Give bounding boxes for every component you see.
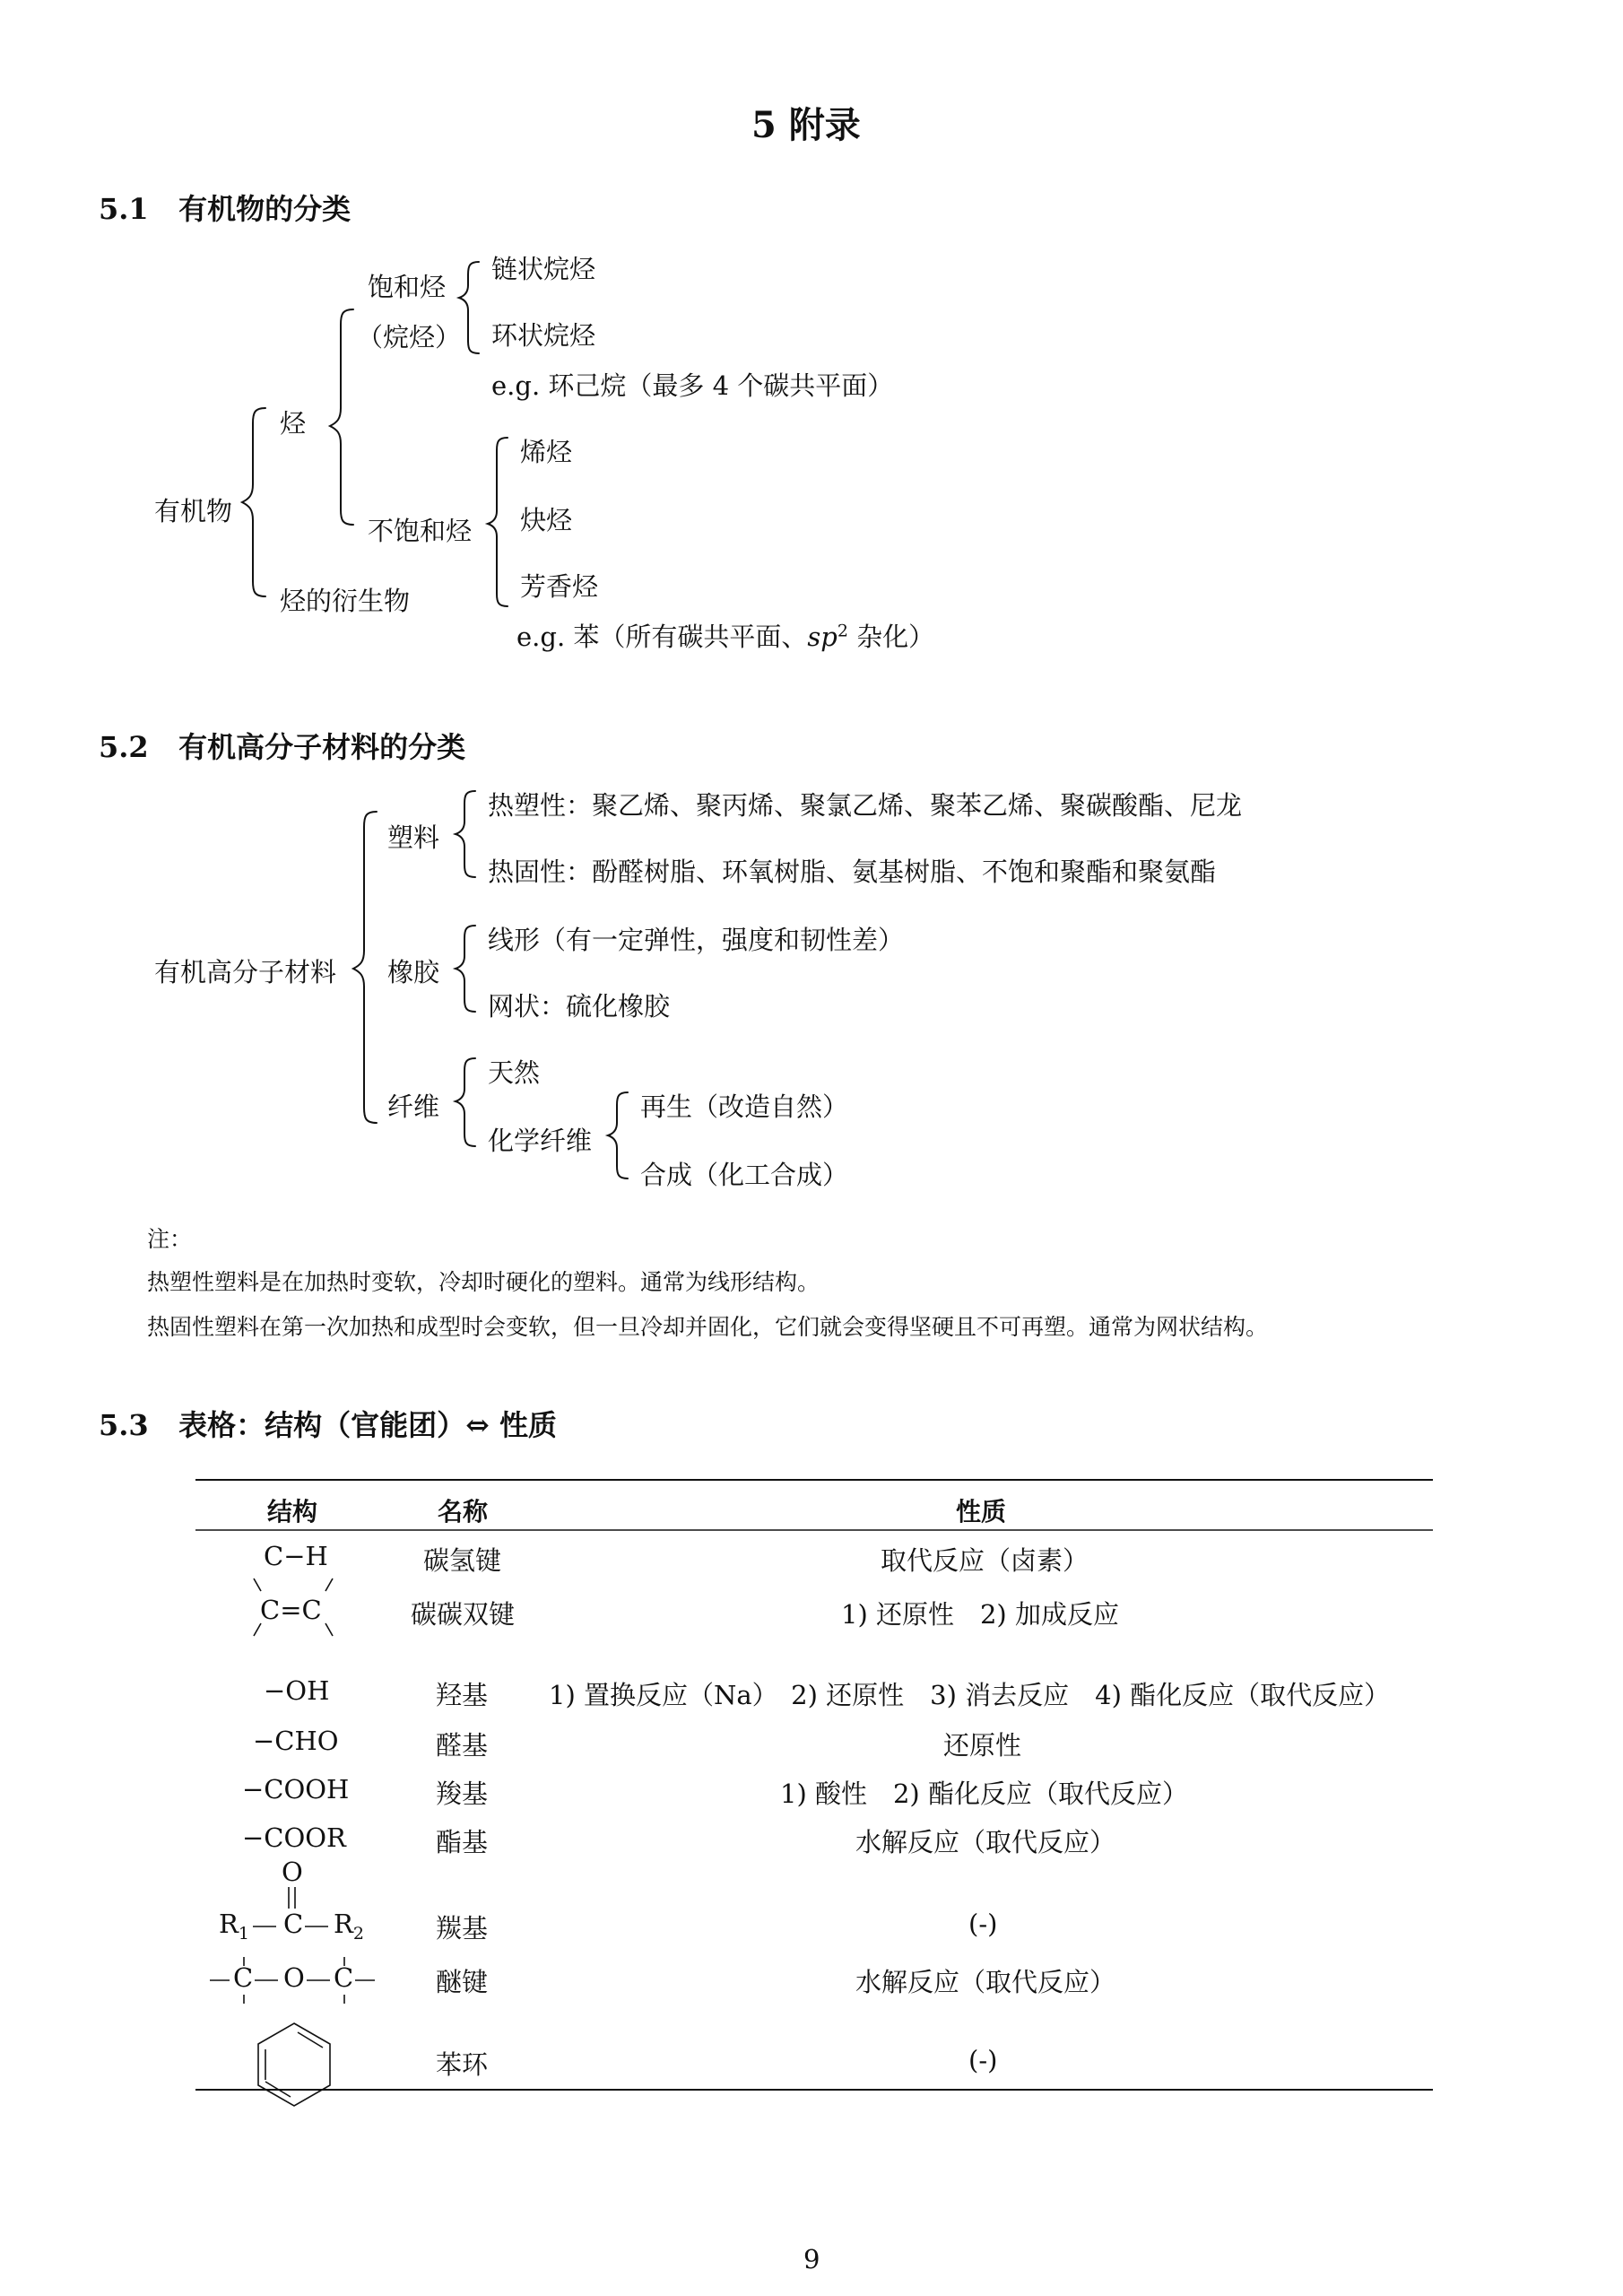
table-cell-property: (-) — [968, 2045, 998, 2075]
table-header-structure: 结构 — [267, 1497, 318, 1526]
tree-leaf-chain-alkane: 链状烷烃 — [491, 254, 596, 284]
tree-node-plastic: 塑料 — [387, 822, 440, 853]
table-cell-name: 苯环 — [436, 2049, 489, 2080]
tree-example-cyclohexane: e.g. 环己烷（最多 4 个碳共平面） — [491, 370, 894, 401]
table-cell-property: 取代反应（卤素） — [881, 1545, 1089, 1576]
table-cell-name: 羧基 — [436, 1779, 489, 1809]
benzene-ring-hexagon — [258, 2023, 330, 2106]
tree-leaf-thermoplastic: 热塑性：聚乙烯、聚丙烯、聚氯乙烯、聚苯乙烯、聚碳酸酯、尼龙 — [488, 790, 1243, 821]
benzene-example-suffix: 杂化） — [847, 622, 935, 652]
table-cell-structure-cc-double: C=C — [260, 1595, 322, 1625]
section-number: 5.1 — [99, 192, 149, 226]
tree-leaf-regenerated: 再生（改造自然） — [640, 1091, 849, 1122]
brace-rubber — [456, 926, 475, 1012]
note-thermoset: 热固性塑料在第一次加热和成型时会变软，但一旦冷却并固化，它们就会变得坚硬且不可再塑。通常为网状结构。 — [147, 1314, 1269, 1340]
brace-organic — [242, 408, 265, 596]
table-cell-name: 碳氢键 — [423, 1545, 502, 1576]
table-cell-property: 水解反应（取代反应） — [855, 1827, 1116, 1857]
tree-node-unsaturated: 不饱和烃 — [368, 516, 473, 546]
tree-root-organic: 有机物 — [154, 496, 233, 526]
carbonyl-carbon: C — [283, 1909, 304, 1939]
table-cell-property: 还原性 — [943, 1730, 1022, 1761]
ether-carbon-right: C — [334, 1962, 354, 1993]
table-cell-structure-coor: −COOR — [242, 1822, 346, 1853]
tree-leaf-cyclic-alkane: 环状烷烃 — [491, 320, 596, 351]
tree-node-chemical-fiber: 化学纤维 — [488, 1126, 593, 1156]
carbonyl-r2-subscript: 2 — [352, 1923, 364, 1944]
cc-bond-lr — [325, 1623, 333, 1636]
tree-leaf-alkene: 烯烃 — [520, 437, 573, 467]
brace-plastic — [456, 791, 475, 877]
table-cell-property: (-) — [968, 1909, 998, 1939]
carbonyl-r1-letter: R — [219, 1909, 239, 1939]
table-cell-name: 酯基 — [436, 1827, 489, 1857]
note-label: 注： — [147, 1226, 193, 1252]
table-cell-name: 醚键 — [436, 1967, 489, 1997]
section-title: 有机高分子材料的分类 — [178, 730, 466, 764]
carbonyl-r2-letter: R — [334, 1909, 353, 1939]
tree-node-saturated-alias: （烷烃） — [357, 322, 462, 352]
table-cell-name: 羰基 — [436, 1913, 489, 1944]
table-cell-structure-oh: −OH — [264, 1675, 330, 1706]
carbonyl-r1-subscript: 1 — [238, 1923, 249, 1944]
carbonyl-oxygen: O — [282, 1857, 303, 1887]
section-title: 表格：结构（官能团）⇔ 性质 — [178, 1408, 558, 1442]
tree-leaf-aromatic: 芳香烃 — [520, 571, 599, 602]
table-cell-name: 羟基 — [436, 1680, 489, 1710]
tree-leaf-synthetic: 合成（化工合成） — [640, 1160, 849, 1190]
benzene-example-exponent: 2 — [837, 621, 848, 641]
section-title: 有机物的分类 — [178, 192, 352, 226]
brace-polymer — [353, 812, 377, 1123]
cc-bond-ur — [325, 1578, 333, 1591]
tree-leaf-linear: 线形（有一定弹性，强度和韧性差） — [488, 925, 905, 955]
chapter-title: 5 附录 — [751, 104, 861, 146]
section-number: 5.3 — [99, 1408, 149, 1442]
table-cell-property: 水解反应（取代反应） — [855, 1967, 1116, 1997]
brace-hydrocarbon — [330, 309, 353, 525]
brace-chemical-fiber — [608, 1092, 628, 1178]
tree-node-derivative: 烃的衍生物 — [280, 586, 411, 616]
benzene-inner-bond-1 — [298, 2032, 323, 2048]
table-cell-structure-ch: C−H — [264, 1541, 328, 1571]
tree-root-polymer: 有机高分子材料 — [154, 957, 337, 987]
table-cell-property: 1) 置换反应（Na） 2) 还原性 3) 消去反应 4) 酯化反应（取代反应） — [549, 1680, 1391, 1710]
table-cell-name: 碳碳双键 — [411, 1599, 516, 1630]
cc-bond-ll — [254, 1623, 261, 1636]
tree-node-fiber: 纤维 — [387, 1091, 440, 1122]
section-number: 5.2 — [99, 730, 149, 764]
benzene-example-prefix: e.g. 苯（所有碳共平面、 — [516, 622, 808, 652]
page-number: 9 — [803, 2244, 820, 2274]
table-cell-structure-cho: −CHO — [253, 1726, 339, 1756]
table-cell-property: 1) 还原性 2) 加成反应 — [841, 1599, 1119, 1630]
tree-leaf-thermoset: 热固性：酚醛树脂、环氧树脂、氨基树脂、不饱和聚酯和聚氨酯 — [488, 857, 1217, 887]
tree-leaf-natural: 天然 — [488, 1057, 541, 1088]
note-thermoplastic: 热塑性塑料是在加热时变软，冷却时硬化的塑料。通常为线形结构。 — [147, 1269, 820, 1295]
tree-leaf-alkyne: 炔烃 — [520, 505, 573, 535]
table-cell-name: 醛基 — [436, 1730, 489, 1761]
tree-leaf-network: 网状：硫化橡胶 — [488, 991, 671, 1022]
table-header-property: 性质 — [956, 1497, 1007, 1526]
ether-carbon-left: C — [233, 1962, 254, 1993]
table-cell-structure-cooh: −COOH — [242, 1774, 350, 1805]
brace-saturated — [459, 262, 479, 353]
benzene-example-sp: sp — [807, 622, 838, 652]
table-cell-property: 1) 酸性 2) 酯化反应（取代反应） — [780, 1779, 1188, 1809]
table-header-name: 名称 — [438, 1497, 489, 1526]
tree-node-rubber: 橡胶 — [387, 957, 440, 987]
brace-unsaturated — [488, 438, 508, 606]
tree-node-hydrocarbon: 烃 — [280, 408, 307, 439]
ether-oxygen: O — [283, 1962, 305, 1993]
tree-node-saturated: 饱和烃 — [368, 272, 447, 302]
brace-fiber — [456, 1058, 475, 1146]
cc-bond-ul — [254, 1578, 261, 1591]
